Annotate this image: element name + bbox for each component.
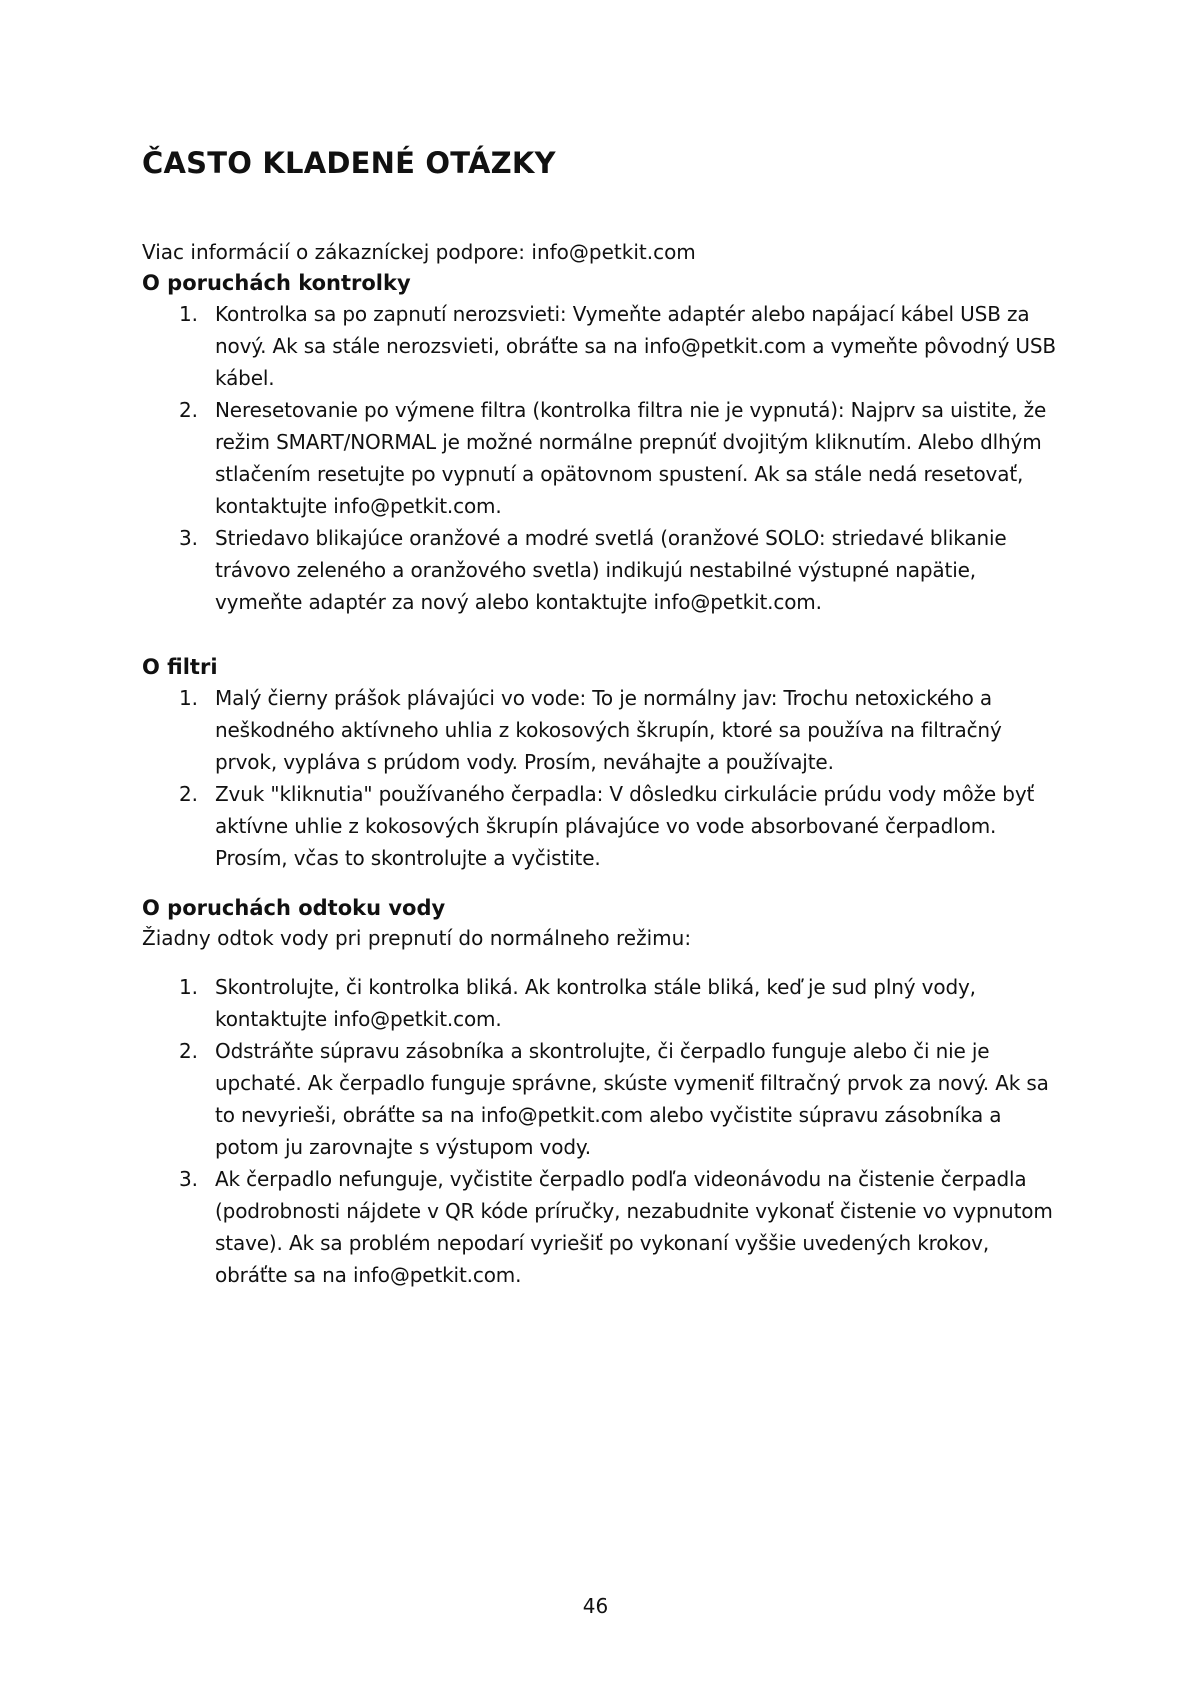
item-number: 2. [179, 1039, 198, 1063]
item-number: 2. [179, 782, 198, 806]
item-number: 3. [179, 526, 198, 550]
page-title: ČASTO KLADENÉ OTÁZKY [142, 146, 556, 180]
item-text: Neresetovanie po výmene filtra (kontrolka filtra nie je vypnutá): Najprv sa uistite, že režim SMART/NORMAL je možné normálne prepnúť dvojitým kliknutím. Alebo dlhým stlačením resetujte po vypnutí a opätovnom spustení. Ak sa stále nedá resetovať, kontaktujte info@petkit.com. [215, 398, 1047, 518]
list-item [142, 1163, 1062, 1291]
item-text: Malý čierny prášok plávajúci vo vode: To je normálny jav: Trochu netoxického a neškodného aktívneho uhlia z kokosových škrupín, ktoré sa používa na filtračný prvok, vypláva s prúdom vody. Prosím, neváhajte a používajte. [215, 686, 1002, 774]
section-heading: O filtri [142, 655, 218, 679]
item-text: Zvuk "kliknutia" používaného čerpadla: V dôsledku cirkulácie prúdu vody môže byť aktívne uhlie z kokosových škrupín plávajúce vo vode absorbované čerpadlom. Prosím, včas to skontrolujte a vyčistite. [215, 782, 1035, 870]
item-text: Odstráňte súpravu zásobníka a skontrolujte, či čerpadlo funguje alebo či nie je upchaté. Ak čerpadlo funguje správne, skúste vymeniť filtračný prvok za nový. Ak sa to nevyrieši, obráťte sa na info@petkit.com alebo vyčistite súpravu zásobníka a potom ju zarovnajte s výstupom vody. [215, 1039, 1049, 1159]
support-contact-line: Viac informácií o zákazníckej podpore: info@petkit.com [142, 240, 696, 264]
item-number: 1. [179, 686, 198, 710]
item-text: Kontrolka sa po zapnutí nerozsvieti: Vymeňte adaptér alebo napájací kábel USB za nový. Ak sa stále nerozsvieti, obráťte sa na info@petkit.com a vymeňte pôvodný USB kábel. [215, 302, 1056, 390]
item-number: 2. [179, 398, 198, 422]
page-number: 46 [582, 1594, 609, 1618]
section-heading: O poruchách kontrolky [142, 271, 411, 295]
section-intro: Žiadny odtok vody pri prepnutí do normálneho režimu: [142, 926, 692, 950]
section-water-outflow-faults [142, 893, 1062, 1291]
item-text: Striedavo blikajúce oranžové a modré svetlá (oranžové SOLO: striedavé blikanie trávovo zeleného a oranžového svetla) indikujú nestabilné výstupné napätie, vymeňte adaptér za nový alebo kontaktujte info@petkit.com. [215, 526, 1007, 614]
section-indicator-faults [142, 268, 1062, 618]
list-item [142, 778, 1062, 874]
item-number: 1. [179, 975, 198, 999]
list-item [142, 298, 1062, 394]
list-item [142, 971, 1062, 1035]
item-number: 3. [179, 1167, 198, 1191]
section-filter [142, 652, 1062, 874]
item-number: 1. [179, 302, 198, 326]
list-item [142, 682, 1062, 778]
faq-list [142, 682, 1062, 874]
faq-list [142, 971, 1062, 1291]
item-text: Ak čerpadlo nefunguje, vyčistite čerpadlo podľa videonávodu na čistenie čerpadla (podrobnosti nájdete v QR kóde príručky, nezabudnite vykonať čistenie vo vypnutom stave). Ak sa problém nepodarí vyriešiť po vykonaní vyššie uvedených krokov, obráťte sa na info@petkit.com. [215, 1167, 1053, 1287]
list-item [142, 1035, 1062, 1163]
list-item [142, 394, 1062, 522]
section-heading: O poruchách odtoku vody [142, 896, 446, 920]
faq-list [142, 298, 1062, 618]
list-item [142, 522, 1062, 618]
item-text: Skontrolujte, či kontrolka bliká. Ak kontrolka stále bliká, keď je sud plný vody, kontaktujte info@petkit.com. [215, 975, 976, 1031]
